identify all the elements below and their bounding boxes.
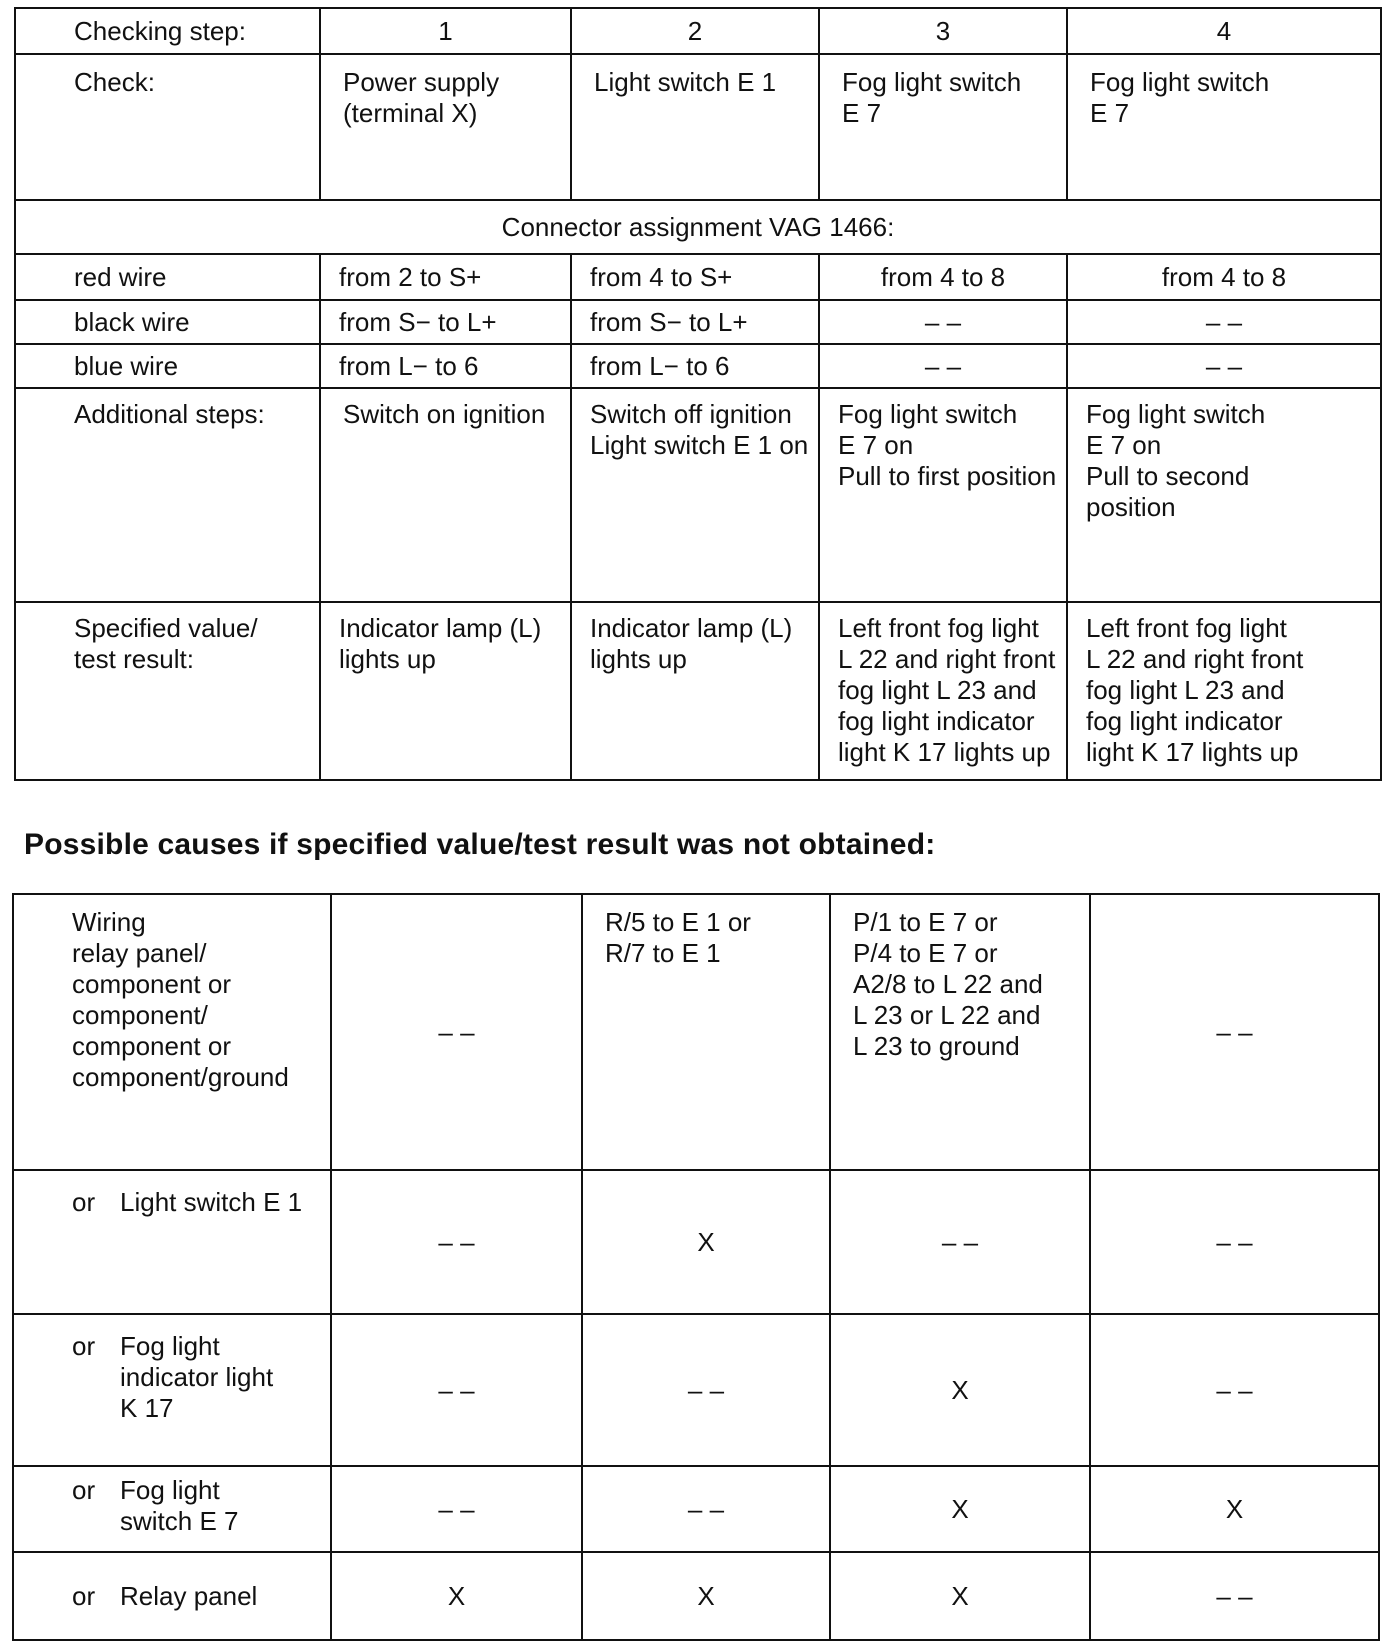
blue-wire-step-2: from L− to 6 — [571, 344, 819, 388]
light-switch-step-3: – – — [830, 1170, 1090, 1314]
causes-row-relay-panel — [13, 1552, 1379, 1640]
black-wire-step-2: from S− to L+ — [571, 300, 819, 344]
specified-value-row — [15, 602, 1381, 780]
additional-steps-label: Additional steps: — [15, 388, 320, 602]
relay-panel-cause — [13, 1552, 331, 1640]
possible-causes-heading: Possible causes if specified value/test result was not obtained: — [24, 828, 936, 861]
wiring-step-2: R/5 to E 1 or R/7 to E 1 — [582, 894, 830, 1170]
relay-panel-step-2: X — [582, 1552, 830, 1640]
relay-panel-label: Relay panel — [120, 1580, 258, 1611]
wiring-step-3: P/1 to E 7 or P/4 to E 7 or A2/8 to L 22 and L 23 or L 22 and L 23 to ground — [830, 894, 1090, 1170]
connector-assignment-title: Connector assignment VAG 1466: — [15, 200, 1381, 254]
fog-switch-step-3: X — [830, 1466, 1090, 1552]
specified-step-2: Indicator lamp (L) lights up — [571, 602, 819, 780]
indicator-light-step-4: – – — [1090, 1314, 1379, 1466]
light-switch-cause — [13, 1170, 331, 1314]
additional-step-4: Fog light switch E 7 on Pull to second position — [1067, 388, 1381, 602]
blue-wire-step-1: from L− to 6 — [320, 344, 571, 388]
indicator-light-cause — [13, 1314, 331, 1466]
black-wire-step-4: – – — [1067, 300, 1381, 344]
check-label: Check: — [15, 54, 320, 200]
or-word: or — [72, 1475, 96, 1505]
blue-wire-step-3: – – — [819, 344, 1067, 388]
light-switch-step-2: X — [582, 1170, 830, 1314]
step-4-header: 4 — [1067, 8, 1381, 54]
additional-step-1: Switch on ignition — [320, 388, 571, 602]
light-switch-step-4: – – — [1090, 1170, 1379, 1314]
blue-wire-label: blue wire — [15, 344, 320, 388]
check-step-1: Power supply (terminal X) — [320, 54, 571, 200]
or-word: or — [72, 1187, 96, 1217]
indicator-light-step-2: – – — [582, 1314, 830, 1466]
additional-step-2: Switch off ignition Light switch E 1 on — [571, 388, 819, 602]
connector-row — [15, 200, 1381, 254]
additional-step-3: Fog light switch E 7 on Pull to first position — [819, 388, 1067, 602]
black-wire-step-3: – – — [819, 300, 1067, 344]
red-wire-row — [15, 254, 1381, 300]
specified-value-label: Specified value/ test result: — [15, 602, 320, 780]
additional-steps-row — [15, 388, 1381, 602]
black-wire-label: black wire — [15, 300, 320, 344]
red-wire-step-3: from 4 to 8 — [819, 254, 1067, 300]
black-wire-row — [15, 300, 1381, 344]
relay-panel-step-4: – – — [1090, 1552, 1379, 1640]
or-word: or — [72, 1580, 96, 1611]
fog-switch-step-1: – – — [331, 1466, 582, 1552]
step-1-header: 1 — [320, 8, 571, 54]
blue-wire-row — [15, 344, 1381, 388]
specified-step-4: Left front fog light L 22 and right front fog light L 23 and fog light indicator light K 17 lights up — [1067, 602, 1381, 780]
check-step-2: Light switch E 1 — [571, 54, 819, 200]
fog-switch-step-4: X — [1090, 1466, 1379, 1552]
fog-switch-step-2: – – — [582, 1466, 830, 1552]
fog-switch-label: Fog light switch E 7 — [120, 1475, 239, 1536]
checking-step-row — [15, 8, 1381, 54]
checking-step-label: Checking step: — [15, 8, 320, 54]
check-step-4: Fog light switch E 7 — [1067, 54, 1381, 200]
or-word: or — [72, 1331, 96, 1361]
wiring-step-1: – – — [331, 894, 582, 1170]
red-wire-step-1: from 2 to S+ — [320, 254, 571, 300]
fog-switch-cause — [13, 1466, 331, 1552]
red-wire-step-2: from 4 to S+ — [571, 254, 819, 300]
check-step-3: Fog light switch E 7 — [819, 54, 1067, 200]
causes-row-light-switch — [13, 1170, 1379, 1314]
red-wire-label: red wire — [15, 254, 320, 300]
specified-step-1: Indicator lamp (L) lights up — [320, 602, 571, 780]
light-switch-step-1: – – — [331, 1170, 582, 1314]
causes-row-indicator-light — [13, 1314, 1379, 1466]
wiring-label: Wiring relay panel/ component or component/ component or component/ground — [13, 894, 331, 1170]
relay-panel-step-1: X — [331, 1552, 582, 1640]
checking-steps-table — [14, 7, 1382, 781]
red-wire-step-4: from 4 to 8 — [1067, 254, 1381, 300]
causes-row-wiring — [13, 894, 1379, 1170]
wiring-step-4: – – — [1090, 894, 1379, 1170]
indicator-light-step-1: – – — [331, 1314, 582, 1466]
light-switch-label: Light switch E 1 — [120, 1187, 303, 1217]
indicator-light-step-3: X — [830, 1314, 1090, 1466]
specified-step-3: Left front fog light L 22 and right front fog light L 23 and fog light indicator light K 17 lights up — [819, 602, 1067, 780]
step-3-header: 3 — [819, 8, 1067, 54]
step-2-header: 2 — [571, 8, 819, 54]
black-wire-step-1: from S− to L+ — [320, 300, 571, 344]
check-row — [15, 54, 1381, 200]
relay-panel-step-3: X — [830, 1552, 1090, 1640]
blue-wire-step-4: – – — [1067, 344, 1381, 388]
possible-causes-table — [12, 893, 1380, 1641]
causes-row-fog-switch — [13, 1466, 1379, 1552]
indicator-light-label: Fog light indicator light K 17 — [120, 1331, 274, 1423]
